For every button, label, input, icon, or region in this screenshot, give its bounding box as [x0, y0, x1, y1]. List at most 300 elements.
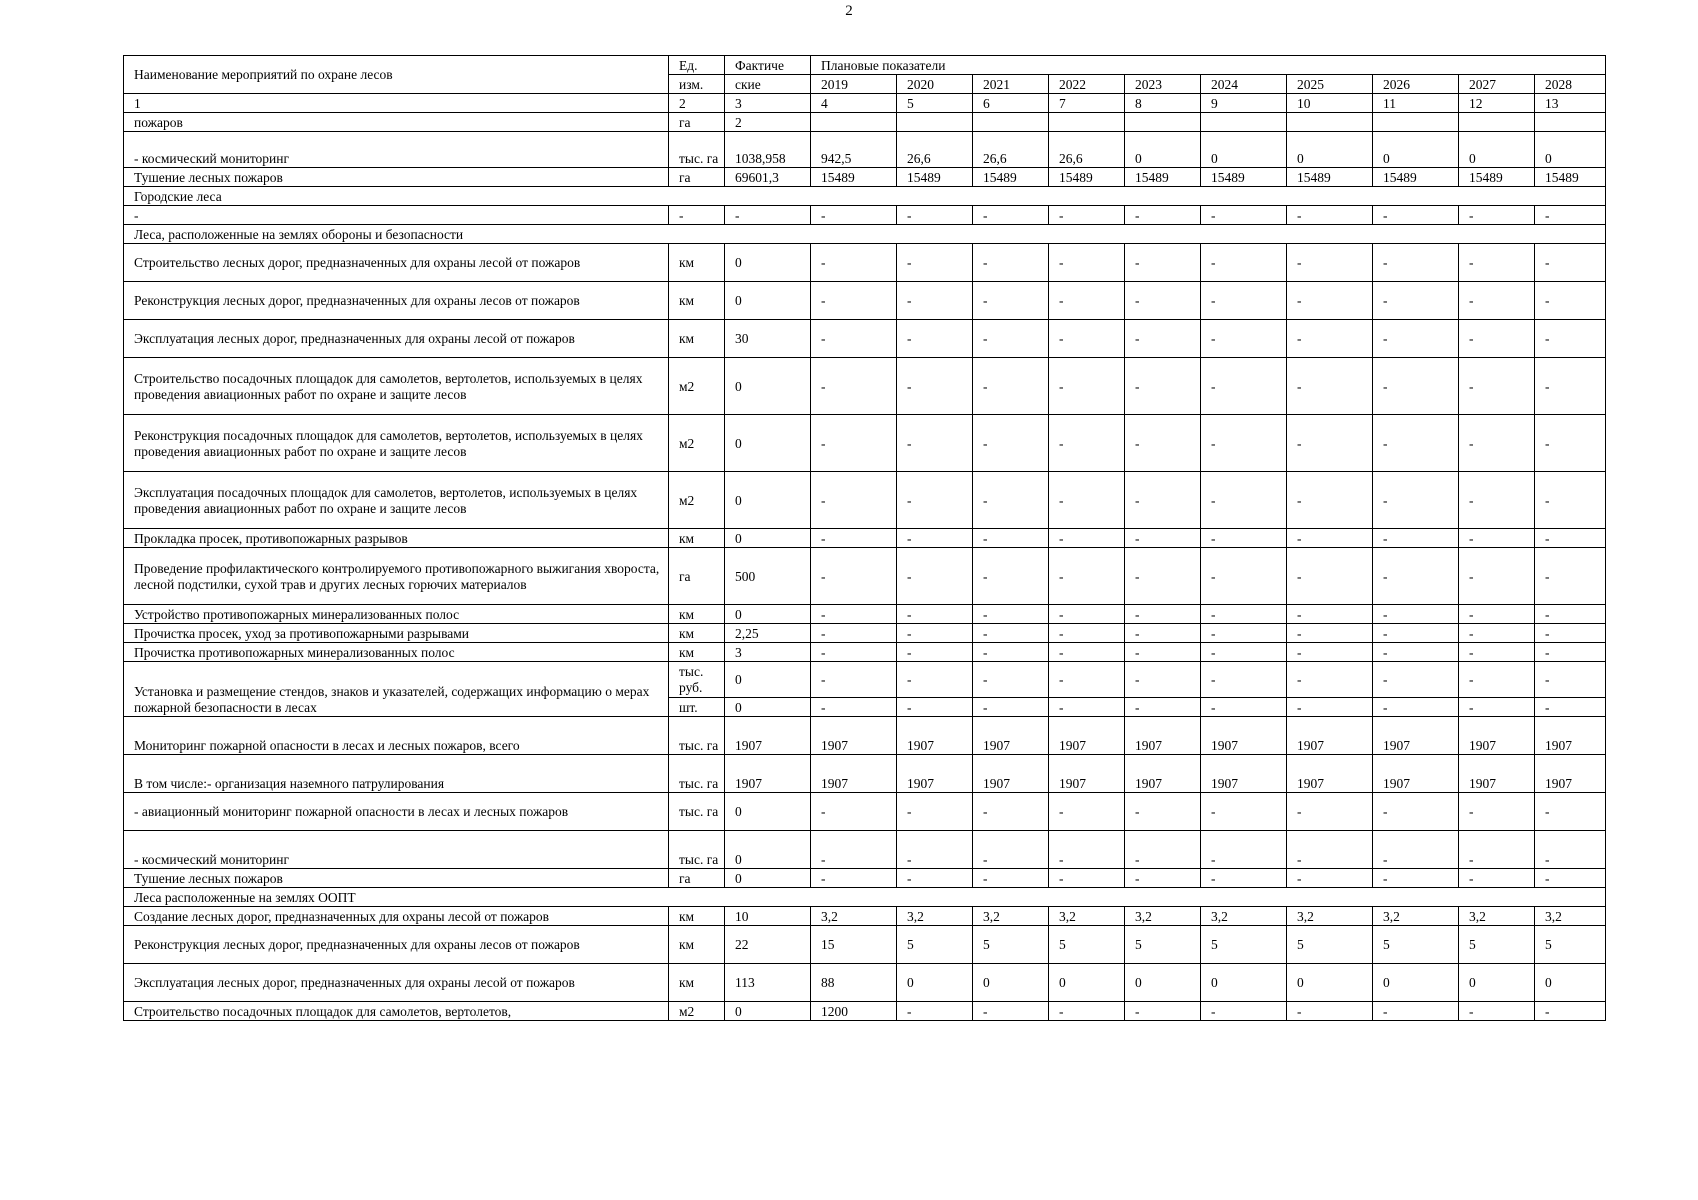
row-name: - космический мониторинг [124, 132, 669, 168]
plan-cell: - [1287, 472, 1373, 529]
table-row [124, 113, 1606, 132]
fact-cell: 1038,958 [725, 132, 811, 168]
header-year: 2023 [1125, 75, 1201, 94]
plan-cell: 88 [811, 964, 897, 1002]
plan-cell: - [1049, 415, 1125, 472]
plan-cell: - [973, 643, 1049, 662]
table-row [124, 755, 1606, 793]
plan-cell: - [1287, 831, 1373, 869]
plan-cell: 3,2 [1201, 907, 1287, 926]
column-number: 7 [1049, 94, 1125, 113]
plan-cell: - [1049, 282, 1125, 320]
plan-cell: - [973, 244, 1049, 282]
unit-cell: тыс. га [669, 755, 725, 793]
plan-cell: - [973, 472, 1049, 529]
plan-cell: - [1125, 320, 1201, 358]
fact-cell: 0 [725, 793, 811, 831]
plan-cell: 5 [1459, 926, 1535, 964]
row-name: Проведение профилактического контролируемого противопожарного выжигания хвороста, лесной подстилки, сухой трав и других лесных горючих материалов [124, 548, 669, 605]
plan-cell: - [897, 662, 973, 698]
plan-cell [1535, 113, 1606, 132]
plan-cell: 0 [1535, 964, 1606, 1002]
plan-cell: - [811, 358, 897, 415]
unit-cell: км [669, 907, 725, 926]
plan-cell: - [1201, 662, 1287, 698]
plan-cell: 1907 [1201, 755, 1287, 793]
plan-cell [1459, 113, 1535, 132]
plan-cell: - [897, 869, 973, 888]
fact-cell: 0 [725, 415, 811, 472]
unit-cell: км [669, 320, 725, 358]
plan-cell: - [1201, 1002, 1287, 1021]
plan-cell: 1907 [897, 717, 973, 755]
plan-cell: 0 [1049, 964, 1125, 1002]
unit-cell: тыс. га [669, 132, 725, 168]
plan-cell: 15489 [1287, 168, 1373, 187]
plan-cell: - [1287, 548, 1373, 605]
plan-cell: - [1287, 605, 1373, 624]
plan-cell: - [1287, 1002, 1373, 1021]
plan-cell: 3,2 [1459, 907, 1535, 926]
plan-cell: 1907 [1459, 717, 1535, 755]
unit-cell: га [669, 869, 725, 888]
plan-cell: - [811, 662, 897, 698]
plan-cell [1287, 113, 1373, 132]
plan-cell: - [897, 206, 973, 225]
plan-cell: - [1373, 358, 1459, 415]
row-name: Эксплуатация посадочных площадок для самолетов, вертолетов, используемых в целях проведения авиационных работ по охране и защите лесов [124, 472, 669, 529]
plan-cell: - [811, 472, 897, 529]
plan-cell: 0 [1373, 132, 1459, 168]
table-row [124, 605, 1606, 624]
plan-cell: - [1535, 244, 1606, 282]
fact-cell: 0 [725, 1002, 811, 1021]
plan-cell: 1907 [1535, 755, 1606, 793]
plan-cell: 1907 [1287, 755, 1373, 793]
plan-cell: - [1535, 643, 1606, 662]
plan-cell: - [1125, 529, 1201, 548]
plan-cell: - [1201, 831, 1287, 869]
plan-cell: - [811, 831, 897, 869]
fact-cell: 0 [725, 869, 811, 888]
row-name: Устройство противопожарных минерализованных полос [124, 605, 669, 624]
plan-cell: - [1287, 415, 1373, 472]
unit-cell: км [669, 605, 725, 624]
plan-cell: 15489 [1535, 168, 1606, 187]
header-year: 2027 [1459, 75, 1535, 94]
plan-cell: - [973, 282, 1049, 320]
plan-cell: - [1049, 831, 1125, 869]
plan-cell: - [973, 869, 1049, 888]
unit-cell: км [669, 624, 725, 643]
plan-cell: - [811, 643, 897, 662]
unit-cell: тыс. га [669, 717, 725, 755]
section-title: Леса расположенные на землях ООПТ [124, 888, 1606, 907]
column-number: 2 [669, 94, 725, 113]
row-name: Реконструкция посадочных площадок для самолетов, вертолетов, используемых в целях проведения авиационных работ по охране и защите лесов [124, 415, 669, 472]
table-row [124, 926, 1606, 964]
fact-cell: 69601,3 [725, 168, 811, 187]
plan-cell: 0 [1201, 964, 1287, 1002]
plan-cell: - [1125, 869, 1201, 888]
plan-cell: - [1049, 548, 1125, 605]
fact-cell: - [725, 206, 811, 225]
plan-cell: - [1373, 244, 1459, 282]
fact-cell: 2 [725, 113, 811, 132]
plan-cell: 15489 [1459, 168, 1535, 187]
plan-cell: - [1459, 548, 1535, 605]
plan-cell: - [1287, 529, 1373, 548]
plan-cell [1049, 113, 1125, 132]
plan-cell: 0 [973, 964, 1049, 1002]
plan-cell: - [1125, 698, 1201, 717]
fact-cell: 3 [725, 643, 811, 662]
plan-cell: - [1459, 415, 1535, 472]
plan-cell: - [1201, 698, 1287, 717]
plan-cell: 5 [1373, 926, 1459, 964]
row-name: В том числе:- организация наземного патрулирования [124, 755, 669, 793]
plan-cell: - [973, 415, 1049, 472]
table-row [124, 132, 1606, 168]
plan-cell: - [1459, 282, 1535, 320]
plan-cell: - [1125, 415, 1201, 472]
header-year: 2026 [1373, 75, 1459, 94]
header-year: 2028 [1535, 75, 1606, 94]
plan-cell: 1907 [1373, 717, 1459, 755]
row-name: Создание лесных дорог, предназначенных для охраны лесой от пожаров [124, 907, 669, 926]
fact-cell: 500 [725, 548, 811, 605]
fact-cell: 0 [725, 472, 811, 529]
fact-cell: 30 [725, 320, 811, 358]
plan-cell: - [1125, 793, 1201, 831]
plan-cell: 3,2 [1287, 907, 1373, 926]
row-name: пожаров [124, 113, 669, 132]
header-plan: Плановые показатели [811, 56, 1606, 75]
plan-cell: - [1049, 358, 1125, 415]
plan-cell: - [811, 793, 897, 831]
row-name: Строительство посадочных площадок для самолетов, вертолетов, [124, 1002, 669, 1021]
unit-cell: м2 [669, 472, 725, 529]
plan-cell: 0 [1459, 964, 1535, 1002]
plan-cell: - [1049, 662, 1125, 698]
plan-cell: 0 [1535, 132, 1606, 168]
plan-cell: - [1201, 605, 1287, 624]
plan-cell: - [1373, 320, 1459, 358]
plan-cell: - [1125, 831, 1201, 869]
plan-cell: 3,2 [1535, 907, 1606, 926]
plan-cell: - [1201, 244, 1287, 282]
plan-cell: - [1459, 605, 1535, 624]
unit-cell: - [669, 206, 725, 225]
column-number: 3 [725, 94, 811, 113]
row-name: Строительство лесных дорог, предназначенных для охраны лесой от пожаров [124, 244, 669, 282]
header-unit-line2: изм. [669, 75, 725, 94]
plan-cell: - [1287, 698, 1373, 717]
fact-cell: 0 [725, 358, 811, 415]
plan-cell: 1907 [973, 717, 1049, 755]
plan-cell: 5 [1287, 926, 1373, 964]
plan-cell: - [1049, 1002, 1125, 1021]
plan-cell: - [1535, 869, 1606, 888]
plan-cell: - [1373, 869, 1459, 888]
plan-cell: - [1125, 605, 1201, 624]
plan-cell: - [1373, 415, 1459, 472]
unit-cell: га [669, 168, 725, 187]
plan-cell: 1907 [1125, 717, 1201, 755]
plan-cell: - [1535, 605, 1606, 624]
table-row [124, 643, 1606, 662]
plan-cell: - [897, 529, 973, 548]
unit-cell: км [669, 643, 725, 662]
plan-cell: 3,2 [811, 907, 897, 926]
plan-cell: - [811, 869, 897, 888]
table-row [124, 662, 1606, 698]
fact-cell: 1907 [725, 717, 811, 755]
table-row [124, 472, 1606, 529]
row-name: - космический мониторинг [124, 831, 669, 869]
plan-cell: - [1125, 244, 1201, 282]
plan-cell: - [897, 282, 973, 320]
unit-cell: м2 [669, 415, 725, 472]
plan-cell: - [1201, 320, 1287, 358]
fact-cell: 22 [725, 926, 811, 964]
plan-cell: - [1373, 831, 1459, 869]
plan-cell: 5 [1535, 926, 1606, 964]
plan-cell: - [811, 548, 897, 605]
column-number: 12 [1459, 94, 1535, 113]
plan-cell: - [1459, 643, 1535, 662]
plan-cell: - [1535, 831, 1606, 869]
plan-cell: - [973, 548, 1049, 605]
plan-cell: 0 [1459, 132, 1535, 168]
row-name: Эксплуатация лесных дорог, предназначенных для охраны лесой от пожаров [124, 320, 669, 358]
row-name: Тушение лесных пожаров [124, 168, 669, 187]
header-fact-line2: ские [725, 75, 811, 94]
plan-cell: 1907 [897, 755, 973, 793]
plan-cell: - [1459, 244, 1535, 282]
fact-cell: 2,25 [725, 624, 811, 643]
plan-cell: - [1373, 643, 1459, 662]
plan-cell: - [1287, 643, 1373, 662]
unit-cell: га [669, 113, 725, 132]
table-row [124, 964, 1606, 1002]
plan-cell: - [1287, 320, 1373, 358]
plan-cell: 5 [897, 926, 973, 964]
plan-cell: - [1125, 624, 1201, 643]
plan-cell: 15489 [1201, 168, 1287, 187]
plan-cell: 15489 [973, 168, 1049, 187]
plan-cell: - [1373, 529, 1459, 548]
header-row-1 [124, 56, 1606, 75]
plan-cell: - [1459, 206, 1535, 225]
plan-cell: - [1373, 698, 1459, 717]
plan-cell: - [897, 643, 973, 662]
plan-cell: - [1125, 643, 1201, 662]
plan-cell: - [897, 605, 973, 624]
plan-cell: - [1373, 282, 1459, 320]
plan-cell: - [1201, 869, 1287, 888]
row-name: Прокладка просек, противопожарных разрывов [124, 529, 669, 548]
row-name: Строительство посадочных площадок для самолетов, вертолетов, используемых в целях проведения авиационных работ по охране и защите лесов [124, 358, 669, 415]
plan-cell: 0 [897, 964, 973, 1002]
plan-cell: - [1125, 548, 1201, 605]
plan-cell: 26,6 [1049, 132, 1125, 168]
plan-cell: - [811, 244, 897, 282]
plan-cell: - [1049, 869, 1125, 888]
plan-cell: 3,2 [1373, 907, 1459, 926]
plan-cell: - [1373, 548, 1459, 605]
plan-cell: - [973, 624, 1049, 643]
plan-cell: - [1125, 358, 1201, 415]
plan-cell: - [1287, 244, 1373, 282]
section-title: Городские леса [124, 187, 1606, 206]
plan-cell: - [1459, 831, 1535, 869]
column-number: 13 [1535, 94, 1606, 113]
plan-cell: - [1535, 662, 1606, 698]
plan-cell: - [1535, 624, 1606, 643]
plan-cell: - [897, 320, 973, 358]
plan-cell: - [897, 698, 973, 717]
plan-cell: - [811, 529, 897, 548]
plan-cell: - [973, 358, 1049, 415]
header-year: 2020 [897, 75, 973, 94]
plan-cell: - [1535, 472, 1606, 529]
plan-cell: - [811, 320, 897, 358]
row-name: Установка и размещение стендов, знаков и указателей, содержащих информацию о мерах пожарной безопасности в лесах [124, 662, 669, 717]
plan-cell: - [1459, 358, 1535, 415]
plan-cell: - [1373, 793, 1459, 831]
unit-cell: км [669, 529, 725, 548]
plan-cell: - [1459, 869, 1535, 888]
plan-cell: - [1049, 320, 1125, 358]
unit-cell: км [669, 964, 725, 1002]
unit-cell: тыс. руб. [669, 662, 725, 698]
fact-cell: 10 [725, 907, 811, 926]
plan-cell: - [973, 529, 1049, 548]
plan-cell: - [1373, 662, 1459, 698]
plan-cell: 1907 [1049, 755, 1125, 793]
plan-cell: - [1201, 793, 1287, 831]
plan-cell [973, 113, 1049, 132]
fact-cell: 0 [725, 529, 811, 548]
plan-cell: 3,2 [897, 907, 973, 926]
plan-cell: - [1373, 206, 1459, 225]
plan-cell: 1907 [1125, 755, 1201, 793]
plan-cell [897, 113, 973, 132]
plan-cell: - [811, 415, 897, 472]
plan-cell: - [1535, 206, 1606, 225]
plan-cell: 0 [1125, 964, 1201, 1002]
fact-cell: 0 [725, 662, 811, 698]
table-row [124, 168, 1606, 187]
plan-cell: - [1125, 282, 1201, 320]
plan-cell: - [897, 415, 973, 472]
plan-cell: - [1201, 358, 1287, 415]
column-number: 5 [897, 94, 973, 113]
fact-cell: 0 [725, 698, 811, 717]
plan-cell: 0 [1125, 132, 1201, 168]
fact-cell: 0 [725, 282, 811, 320]
plan-cell: - [1535, 548, 1606, 605]
header-name: Наименование мероприятий по охране лесов [124, 56, 669, 94]
plan-cell: - [1287, 282, 1373, 320]
plan-cell: - [897, 358, 973, 415]
plan-cell: 1200 [811, 1002, 897, 1021]
plan-cell: 3,2 [1125, 907, 1201, 926]
column-number-row [124, 94, 1606, 113]
plan-cell: - [1373, 472, 1459, 529]
plan-cell [1125, 113, 1201, 132]
plan-cell: 26,6 [973, 132, 1049, 168]
table-row [124, 793, 1606, 831]
plan-cell: - [1287, 793, 1373, 831]
plan-cell: 1907 [1287, 717, 1373, 755]
section-row [124, 187, 1606, 206]
plan-cell: - [1125, 1002, 1201, 1021]
plan-cell: - [973, 320, 1049, 358]
plan-cell: - [1535, 358, 1606, 415]
unit-cell: м2 [669, 358, 725, 415]
plan-cell: - [1049, 624, 1125, 643]
plan-cell: 1907 [811, 755, 897, 793]
plan-cell: - [1459, 698, 1535, 717]
plan-cell: 5 [973, 926, 1049, 964]
plan-cell: - [897, 548, 973, 605]
table-row [124, 415, 1606, 472]
header-year: 2022 [1049, 75, 1125, 94]
header-year: 2019 [811, 75, 897, 94]
header-year: 2025 [1287, 75, 1373, 94]
plan-cell: 0 [1287, 964, 1373, 1002]
plan-cell: - [1459, 1002, 1535, 1021]
plan-cell: - [1049, 793, 1125, 831]
plan-cell: - [1535, 1002, 1606, 1021]
table-row [124, 831, 1606, 869]
table-row [124, 907, 1606, 926]
plan-cell: - [811, 282, 897, 320]
plan-cell: - [1049, 698, 1125, 717]
plan-cell: - [1459, 529, 1535, 548]
plan-cell: 15489 [897, 168, 973, 187]
plan-cell: - [1125, 662, 1201, 698]
column-number: 6 [973, 94, 1049, 113]
row-name: Реконструкция лесных дорог, предназначенных для охраны лесов от пожаров [124, 926, 669, 964]
plan-cell: - [1049, 605, 1125, 624]
fact-cell: 0 [725, 244, 811, 282]
plan-cell: - [1201, 529, 1287, 548]
plan-cell: - [1201, 643, 1287, 662]
plan-cell: - [811, 624, 897, 643]
forest-protection-table [123, 55, 1606, 1021]
plan-cell: - [1049, 472, 1125, 529]
plan-cell: - [1459, 624, 1535, 643]
plan-cell: - [897, 1002, 973, 1021]
plan-cell: - [1535, 793, 1606, 831]
plan-cell: - [1049, 244, 1125, 282]
row-name: Прочистка противопожарных минерализованных полос [124, 643, 669, 662]
plan-cell: 15 [811, 926, 897, 964]
plan-cell: - [1287, 869, 1373, 888]
plan-cell: - [1049, 206, 1125, 225]
plan-cell: 0 [1373, 964, 1459, 1002]
plan-cell: 5 [1125, 926, 1201, 964]
plan-cell: 3,2 [973, 907, 1049, 926]
table-row [124, 320, 1606, 358]
column-number: 9 [1201, 94, 1287, 113]
plan-cell: 26,6 [897, 132, 973, 168]
row-name: Эксплуатация лесных дорог, предназначенных для охраны лесой от пожаров [124, 964, 669, 1002]
table-row [124, 529, 1606, 548]
